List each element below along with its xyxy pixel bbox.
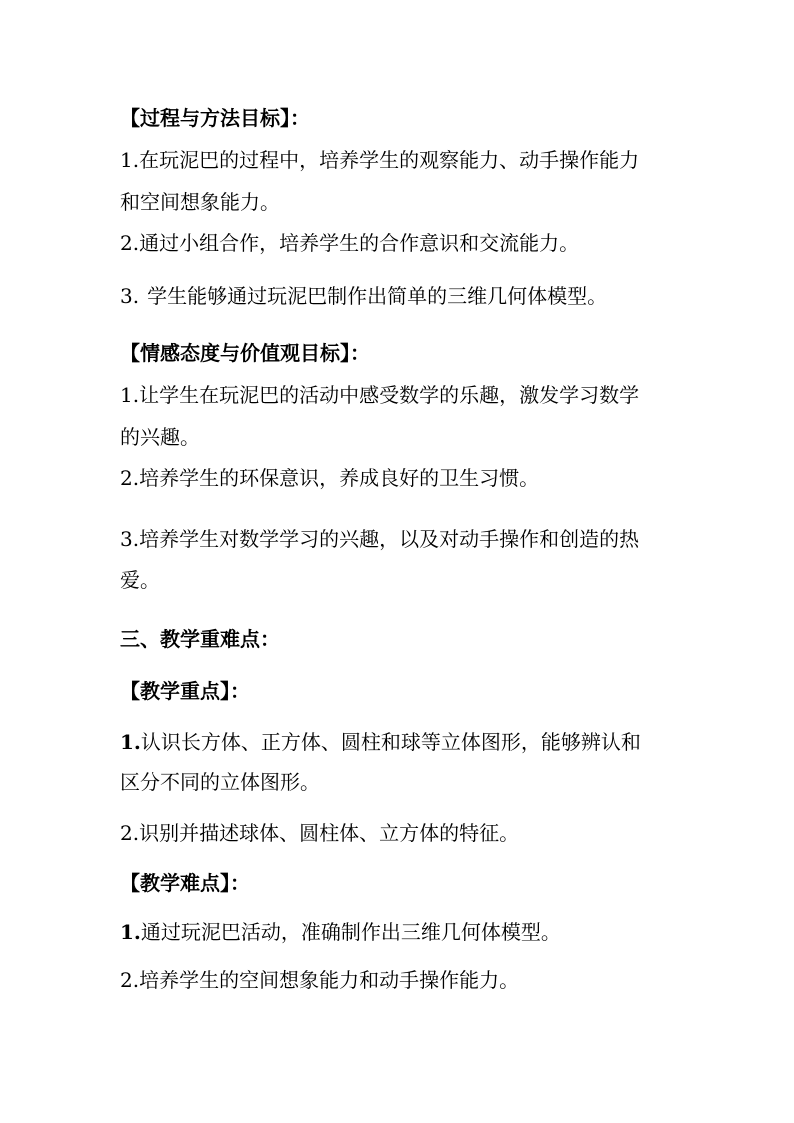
difficult-item-1-text: 通过玩泥巴活动，准确制作出三维几何体模型。 xyxy=(140,920,561,944)
process-item-3-number: 3. xyxy=(120,284,140,308)
difficult-item-1 xyxy=(120,920,680,944)
process-item-2: 2.通过小组合作，培养学生的合作意识和交流能力。 xyxy=(120,231,580,255)
heading-teaching-key-points: 【教学重点】： xyxy=(120,679,250,703)
difficult-item-2: 2.培养学生的空间想象能力和动手操作能力。 xyxy=(120,968,520,992)
emotion-item-2: 2.培养学生的环保意识，养成良好的卫生习惯。 xyxy=(120,466,540,490)
process-item-1-line-1: 1.在玩泥巴的过程中，培养学生的观察能力、动手操作能力 xyxy=(120,148,640,172)
emotion-item-3-line-1: 3.培养学生对数学学习的兴趣，以及对动手操作和创造的热 xyxy=(120,527,640,551)
heading-process-goals: 【过程与方法目标】： xyxy=(120,106,310,130)
process-item-3-text: 学生能够通过玩泥巴制作出简单的三维几何体模型。 xyxy=(147,284,608,308)
emotion-item-1-line-2: 的兴趣。 xyxy=(120,425,200,449)
process-item-1-line-2: 和空间想象能力。 xyxy=(120,190,280,214)
heading-teaching-difficult-points: 【教学难点】： xyxy=(120,871,250,895)
key-item-1-number: 1. xyxy=(120,730,141,754)
key-item-1-line-1 xyxy=(120,730,680,754)
key-item-1-line-2: 区分不同的立体图形。 xyxy=(120,770,320,794)
difficult-item-1-number: 1. xyxy=(120,920,141,944)
heading-emotion-goals: 【情感态度与价值观目标】： xyxy=(120,341,370,365)
key-item-1-text: 认识长方体、正方体、圆柱和球等立体图形，能够辨认和 xyxy=(140,730,641,754)
emotion-item-1-line-1: 1.让学生在玩泥巴的活动中感受数学的乐趣，激发学习数学 xyxy=(120,383,640,407)
heading-key-difficult-points: 三、教学重难点： xyxy=(120,627,280,651)
emotion-item-3-line-2: 爱。 xyxy=(120,568,160,592)
process-item-3 xyxy=(120,284,680,308)
key-item-2: 2.识别并描述球体、圆柱体、立方体的特征。 xyxy=(120,821,520,845)
